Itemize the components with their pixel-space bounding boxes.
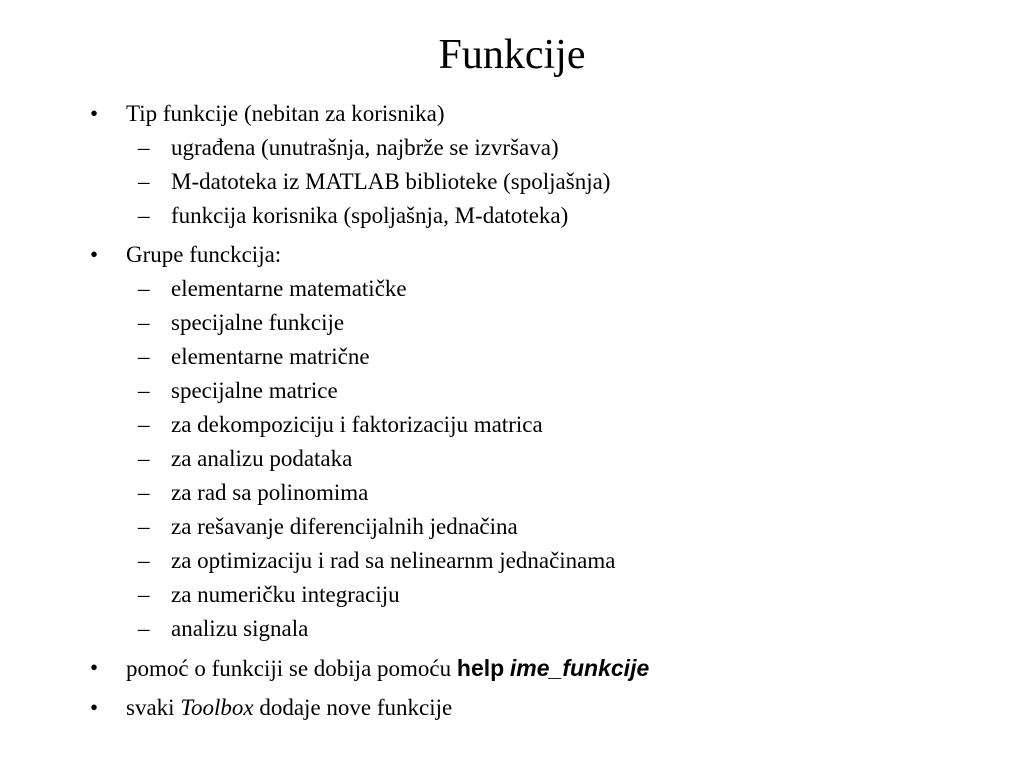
help-argument: ime_funkcije — [509, 655, 650, 681]
bullet-text: Grupe funckcija: — [126, 242, 282, 267]
sub-item — [90, 476, 990, 510]
dash-icon: – — [138, 480, 150, 505]
sub-item — [90, 510, 990, 544]
sub-item — [90, 374, 990, 408]
bullet-icon: • — [90, 655, 99, 680]
toolbox-line-suffix: dodaje nove funkcije — [253, 695, 453, 720]
dash-icon: – — [138, 203, 150, 228]
sub-item-text: za rešavanje diferencijalnih jednačina — [171, 514, 518, 539]
bullet-icon: • — [90, 242, 99, 267]
sub-item-text: specijalne funkcije — [171, 310, 345, 335]
sub-item-text: elementarne matrične — [171, 344, 370, 369]
slide-content — [90, 97, 990, 725]
sub-item-text: za optimizaciju i rad sa nelinearnm jednačinama — [171, 548, 616, 573]
bullet-item-function-type — [90, 97, 990, 131]
dash-icon: – — [138, 344, 150, 369]
sub-item-text: za rad sa polinomima — [171, 480, 369, 505]
sub-item-text: analizu signala — [171, 616, 309, 641]
sub-item — [90, 131, 990, 165]
help-command: help — [456, 655, 505, 681]
sub-item-text: funkcija korisnika (spoljašnja, M-datoteka) — [171, 203, 569, 228]
sub-item-text: za dekompoziciju i faktorizaciju matrica — [171, 412, 543, 437]
dash-icon: – — [138, 582, 150, 607]
dash-icon: – — [138, 378, 150, 403]
slide-title: Funkcije — [438, 32, 586, 78]
dash-icon: – — [138, 310, 150, 335]
bullet-icon: • — [90, 101, 99, 126]
sub-item-text: ugrađena (unutrašnja, najbrže se izvršava) — [171, 135, 559, 160]
bullet-item-function-groups — [90, 238, 990, 272]
dash-icon: – — [138, 514, 150, 539]
bullet-icon: • — [90, 695, 99, 720]
sub-item — [90, 306, 990, 340]
dash-icon: – — [138, 616, 150, 641]
sub-item-text: za numeričku integraciju — [171, 582, 400, 607]
sub-item — [90, 408, 990, 442]
sub-item — [90, 199, 990, 233]
sub-item — [90, 442, 990, 476]
sub-item-text: za analizu podataka — [171, 446, 353, 471]
sub-item — [90, 165, 990, 199]
dash-icon: – — [138, 169, 150, 194]
dash-icon: – — [138, 412, 150, 437]
dash-icon: – — [138, 446, 150, 471]
bullet-item-help — [90, 651, 990, 686]
dash-icon: – — [138, 276, 150, 301]
sub-item — [90, 578, 990, 612]
sub-item-text: specijalne matrice — [171, 378, 338, 403]
sub-item-text: elementarne matematičke — [171, 276, 407, 301]
toolbox-line-prefix: svaki — [126, 695, 181, 720]
bullet-item-toolbox — [90, 691, 990, 725]
sub-item — [90, 544, 990, 578]
bullet-text: Tip funkcije (nebitan za korisnika) — [126, 101, 445, 126]
dash-icon: – — [138, 135, 150, 160]
dash-icon: – — [138, 548, 150, 573]
help-line-text: pomoć o funkciji se dobija pomoću — [126, 656, 457, 681]
sub-item — [90, 612, 990, 646]
toolbox-emphasis: Toolbox — [180, 695, 254, 720]
sub-item — [90, 340, 990, 374]
sub-item-text: M-datoteka iz MATLAB biblioteke (spoljašnja) — [171, 169, 611, 194]
sub-item — [90, 272, 990, 306]
